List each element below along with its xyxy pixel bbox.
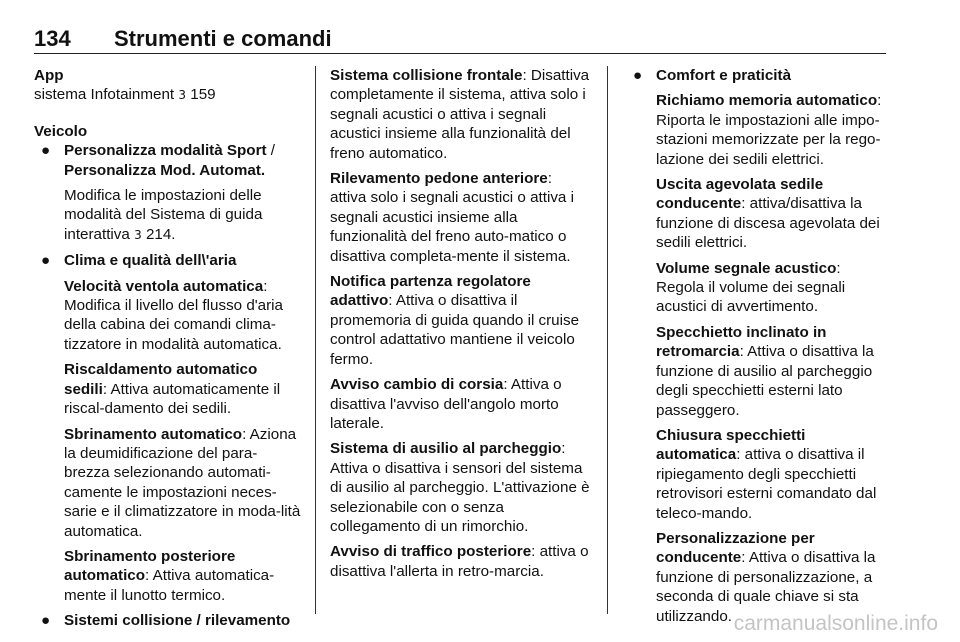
bullet-icon: ● — [41, 142, 51, 160]
comfort-title: Comfort e praticità — [656, 67, 792, 84]
xref-arrow-icon: 3 — [178, 88, 187, 103]
col2-item: Rilevamento pedone anteriore: attiva solo i segnali acustici o attiva i segnali acustici insieme alla funzionalità del freno auto-matico o disattiva completa-mente il sistema. — [330, 170, 574, 265]
column-divider-2 — [607, 66, 608, 614]
list-item-collision — [34, 611, 302, 630]
col2-item: Sistema di ausilio al parcheggio: Attiva o disattiva i sensori del sistema di ausilio al parcheggio. L'attivazione è selezionabile con o senza collegamento di un rimorchio. — [330, 440, 590, 535]
col3-item: Specchietto inclinato in retromarcia: Attiva o disattiva la funzione di ausilio al parcheggio degli specchietti esterni lato passeggero. — [656, 323, 874, 419]
b1-title-b: Personalizza Mod. Automat. — [64, 161, 266, 179]
b2-title: Clima e qualità dell\'aria — [64, 252, 237, 270]
col3-item: Volume segnale acustico: Regola il volume dei segnali acustici di avvertimento. — [656, 259, 846, 316]
app-text: sistema Infotainment — [34, 86, 175, 104]
header-rule — [34, 53, 886, 54]
column-2 — [330, 66, 592, 581]
column-3 — [626, 66, 890, 626]
column-divider-1 — [315, 66, 316, 614]
b3-title: Sistemi collisione / rilevamento — [64, 612, 291, 630]
column-1 — [34, 66, 302, 631]
app-page-ref[interactable]: 159 — [190, 86, 216, 104]
xref-arrow-icon: 3 — [134, 227, 142, 242]
col3-item: Richiamo memoria automatico: Riporta le impostazioni alle impo-stazioni memorizzate per la rego-lazione dei sedili elettrici. — [656, 92, 882, 168]
watermark: carmanualsonline.info — [733, 612, 938, 635]
app-line — [34, 85, 302, 105]
col2-item: Avviso cambio di corsia: Attiva o disattiva l'avviso dell'angolo morto laterale. — [330, 376, 562, 432]
list-item-climate: ● Clima e qualità dell\'aria Velocità ventola automatica: Modifica il livello del flusso d'aria della cabina dei comandi clima-tizzatore in modalità automatica. Riscaldamento automatico sedili: Attiva automaticamente il riscal-damento dei sedili. Sbrinamento automatico: Aziona la deumidificazione del para-brezza selezionando automati-camente le impostazioni neces-sarie e il climatizzatore in moda-lità automatica. Sbrinamento posteriore automatico: Attiva automatica-mente il lunotto termico. — [41, 252, 301, 604]
page-header — [34, 26, 886, 52]
bullet-icon: ● — [41, 612, 51, 630]
page-number: 134 — [34, 26, 71, 51]
bullet-icon: ● — [633, 67, 643, 84]
bullet-icon: ● — [41, 252, 51, 270]
col3-item: Chiusura specchietti automatica: attiva o disattiva il ripiegamento degli specchietti retrovisori esterni comandato dal teleco-mando. — [656, 426, 877, 522]
veicolo-heading: Veicolo — [34, 122, 88, 140]
page-title: Strumenti e comandi — [114, 26, 332, 51]
list-item-sport-mode: ● Personalizza modalità Sport / Personalizza Mod. Automat. Modifica le impostazioni delle modalità del Sistema di guida interattiva 3 214. — [34, 141, 302, 245]
col2-item: Notifica partenza regolatore adattivo: Attiva o disattiva il promemoria di guida quando il cruise control adattativo mantiene il veicolo fermo. — [330, 273, 580, 368]
app-heading: App — [34, 67, 64, 84]
list-item-comfort — [626, 66, 890, 626]
col3-item: Uscita agevolata sedile conducente: attiva/disattiva la funzione di discesa agevolata dei sedili elettrici. — [656, 176, 880, 252]
col2-item: Avviso di traffico posteriore: attiva o disattiva l'allerta in retro-marcia. — [330, 543, 589, 580]
b1-title-a: Personalizza modalità Sport — [64, 142, 267, 160]
col2-item: Sistema collisione frontale: Disattiva completamente il sistema, attiva solo i segnali acustici o attiva i segnali acustici insieme alla funzionalità del freno automatico. — [330, 67, 590, 162]
col3-item: Personalizzazione per conducente: Attiva o disattiva la funzione di personalizzazione, a seconda di quale chiave si sta utilizzando. — [656, 529, 876, 625]
b1-description: Modifica le impostazioni delle modalità del Sistema di guida interattiva 3 214. — [64, 187, 263, 243]
b1-page-ref[interactable]: 214. — [145, 225, 176, 243]
